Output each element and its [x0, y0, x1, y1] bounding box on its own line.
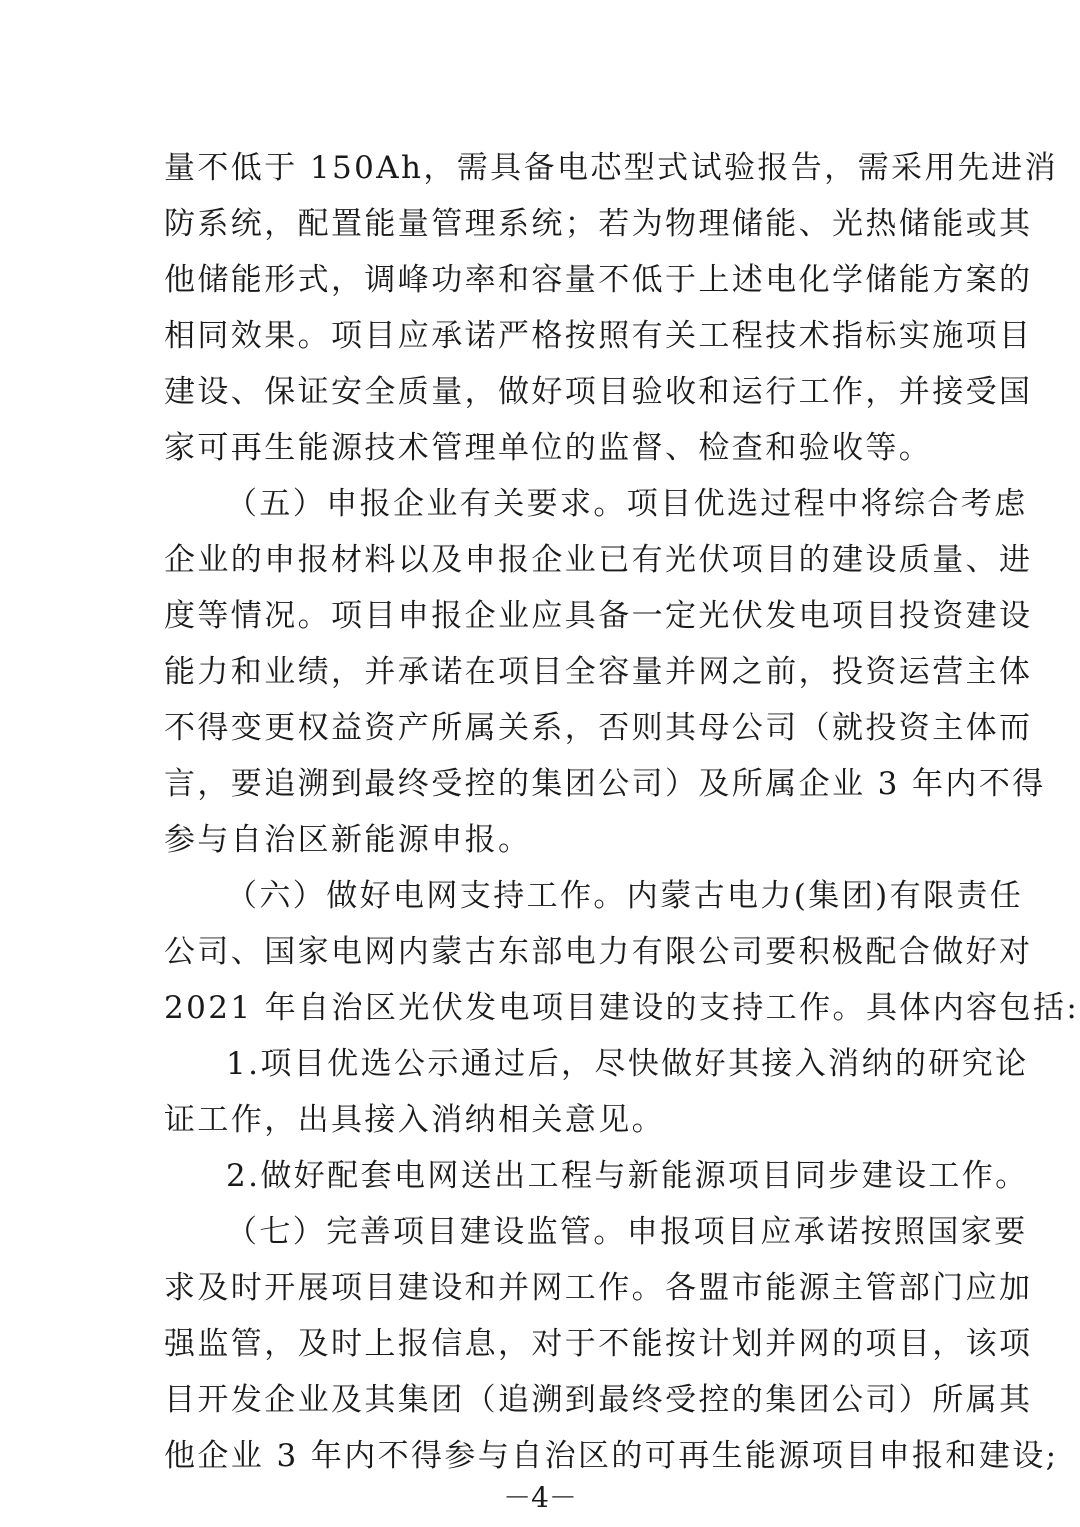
page-number: －4－ [503, 1481, 577, 1514]
paragraph-heading-7: （七）完善项目建设监管。申报项目应承诺按照国家要 [226, 1214, 1028, 1250]
text-line: 证工作，出具接入消纳相关意见。 [164, 1102, 665, 1138]
text-line: 他企业 3 年内不得参与自治区的可再生能源项目申报和建设; [164, 1438, 1059, 1474]
text-line: 相同效果。项目应承诺严格按照有关工程技术指标实施项目 [164, 318, 1033, 354]
text-line: 不得变更权益资产所属关系，否则其母公司（就投资主体而 [164, 710, 1033, 746]
text-line: 参与自治区新能源申报。 [164, 822, 532, 858]
text-line: 企业的申报材料以及申报企业已有光伏项目的建设质量、进 [164, 542, 1033, 578]
text-line: 能力和业绩，并承诺在项目全容量并网之前，投资运营主体 [164, 654, 1033, 690]
text-line: 言，要追溯到最终受控的集团公司）及所属企业 3 年内不得 [164, 766, 1046, 802]
text-line: 建设、保证安全质量，做好项目验收和运行工作，并接受国 [164, 374, 1033, 410]
text-line: 公司、国家电网内蒙古东部电力有限公司要积极配合做好对 [164, 934, 1033, 970]
text-line: 目开发企业及其集团（追溯到最终受控的集团公司）所属其 [164, 1382, 1033, 1418]
paragraph-heading-6: （六）做好电网支持工作。内蒙古电力(集团)有限责任 [226, 878, 1024, 914]
text-line: 家可再生能源技术管理单位的监督、检查和验收等。 [164, 430, 933, 466]
text-line: 防系统，配置能量管理系统；若为物理储能、光热储能或其 [164, 206, 1033, 242]
text-line: 强监管，及时上报信息，对于不能按计划并网的项目，该项 [164, 1326, 1033, 1362]
text-line: 度等情况。项目申报企业应具备一定光伏发电项目投资建设 [164, 598, 1033, 634]
list-item-2: 2.做好配套电网送出工程与新能源项目同步建设工作。 [226, 1158, 1029, 1194]
list-item-1: 1.项目优选公示通过后，尽快做好其接入消纳的研究论 [226, 1046, 1029, 1082]
text-line: 他储能形式，调峰功率和容量不低于上述电化学储能方案的 [164, 262, 1033, 298]
text-line: 2021 年自治区光伏发电项目建设的支持工作。具体内容包括: [164, 990, 1080, 1026]
text-line: 求及时开展项目建设和并网工作。各盟市能源主管部门应加 [164, 1270, 1033, 1306]
text-line: 量不低于 150Ah，需具备电芯型式试验报告，需采用先进消 [164, 150, 1058, 186]
paragraph-heading-5: （五）申报企业有关要求。项目优选过程中将综合考虑 [226, 486, 1028, 522]
